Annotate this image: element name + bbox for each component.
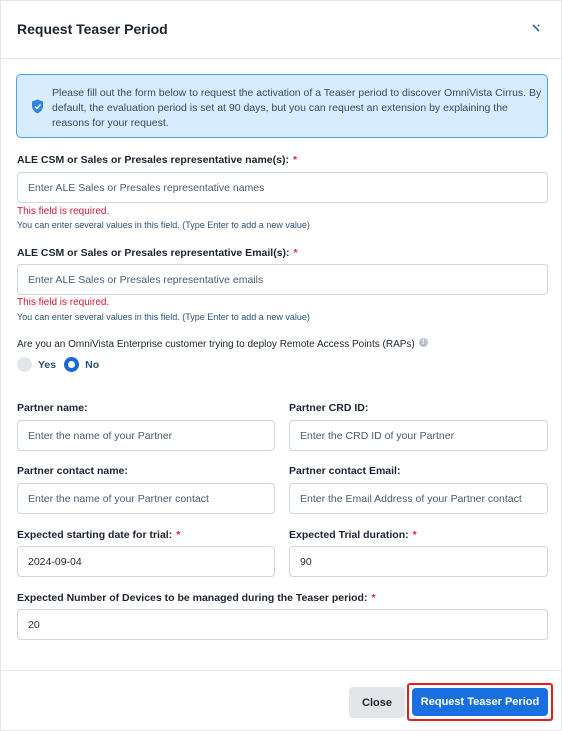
rep-emails-label: ALE CSM or Sales or Presales representative Email(s): * (17, 247, 298, 259)
partner-contact-email-input[interactable]: Enter the Email Address of your Partner contact (289, 483, 548, 514)
request-teaser-button[interactable]: Request Teaser Period (412, 688, 548, 716)
trial-duration-input[interactable]: 90 (289, 546, 548, 577)
radio-yes[interactable] (17, 357, 32, 372)
rep-names-label: ALE CSM or Sales or Presales representative name(s): * (17, 154, 298, 166)
partner-crd-input[interactable]: Enter the CRD ID of your Partner (289, 420, 548, 451)
partner-contact-name-label: Partner contact name: (17, 465, 128, 477)
start-date-label: Expected starting date for trial: * (17, 529, 181, 541)
rep-emails-input[interactable]: Enter ALE Sales or Presales representative emails (17, 264, 548, 295)
rep-names-error: This field is required. (17, 206, 110, 217)
partner-name-input[interactable]: Enter the name of your Partner (17, 420, 275, 451)
partner-contact-email-label: Partner contact Email: (289, 465, 401, 477)
partner-contact-name-input[interactable]: Enter the name of your Partner contact (17, 483, 275, 514)
start-date-input[interactable]: 2024-09-04 (17, 546, 275, 577)
radio-yes-label[interactable]: Yes (38, 358, 57, 371)
rap-radio-group (17, 357, 107, 372)
device-count-label: Expected Number of Devices to be managed during the Teaser period: * (17, 592, 376, 604)
shield-check-icon (31, 99, 44, 119)
radio-no-label[interactable]: No (85, 358, 100, 371)
partner-crd-label: Partner CRD ID: (289, 402, 369, 414)
close-button[interactable]: Close (349, 687, 405, 718)
info-text: Please fill out the form below to request the activation of a Teaser period to discover OmniVista Cirrus. By default, the evaluation period is set at 90 days, but you can request an extension by explaining the reasons for your request. (52, 87, 542, 129)
close-icon[interactable] (527, 19, 545, 37)
dialog-header (1, 1, 561, 59)
device-count-input[interactable]: 20 (17, 609, 548, 640)
info-banner (16, 74, 548, 138)
rep-emails-hint: You can enter several values in this field. (Type Enter to add a new value) (17, 312, 310, 322)
dialog-title: Request Teaser Period (17, 21, 168, 37)
partner-name-label: Partner name: (17, 402, 88, 414)
footer-divider (1, 670, 561, 671)
trial-duration-label: Expected Trial duration: * (289, 529, 417, 541)
radio-no[interactable] (64, 357, 79, 372)
rep-names-input[interactable]: Enter ALE Sales or Presales representative names (17, 172, 548, 203)
rep-names-hint: You can enter several values in this field. (Type Enter to add a new value) (17, 220, 310, 230)
rap-question-label: Are you an OmniVista Enterprise customer trying to deploy Remote Access Points (RAPs) ! (17, 338, 428, 350)
submit-highlight (407, 683, 553, 721)
info-icon[interactable]: ! (419, 338, 428, 347)
rep-emails-error: This field is required. (17, 297, 110, 308)
